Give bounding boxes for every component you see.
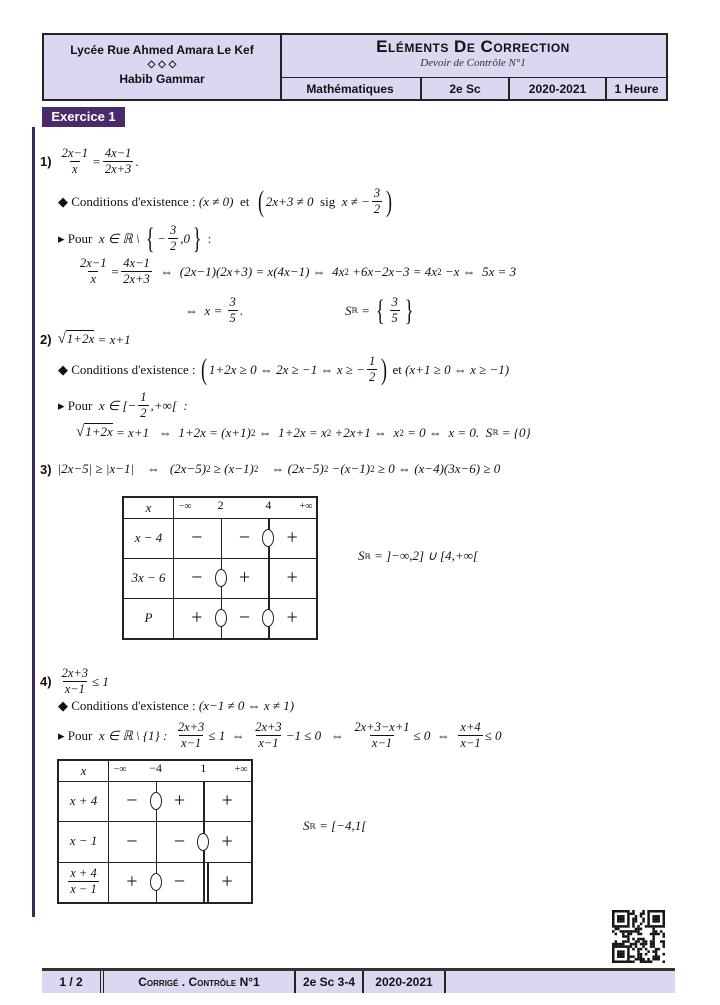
denominator: 2 bbox=[140, 406, 147, 420]
plus-sign: + bbox=[221, 789, 233, 812]
minus-sign: − bbox=[173, 830, 186, 852]
q4-solution bbox=[303, 818, 366, 834]
math-segment: S bbox=[358, 548, 365, 563]
denominator: 5 bbox=[229, 311, 236, 325]
q1-domain bbox=[58, 223, 211, 254]
text-segment: ◆ Conditions d'existence : bbox=[58, 193, 199, 209]
q1-conditions bbox=[58, 186, 394, 217]
text-segment: : bbox=[204, 230, 212, 246]
math-segment: − bbox=[157, 230, 167, 246]
math-segment: x ≠ − bbox=[341, 193, 370, 209]
math-segment: −(x−1) bbox=[328, 461, 371, 476]
plus-sign: + bbox=[191, 606, 203, 629]
minus-sign: − bbox=[191, 566, 203, 589]
radicand: 1+2x bbox=[85, 424, 113, 439]
text-segment: et bbox=[233, 193, 256, 209]
footer-classes: 2e Sc 3-4 bbox=[296, 971, 364, 993]
x-value: +∞ bbox=[234, 764, 248, 775]
exponent: 2 bbox=[370, 464, 375, 474]
numerator: 1 bbox=[368, 354, 376, 368]
math-segment: = bbox=[92, 153, 101, 169]
fraction bbox=[228, 295, 238, 326]
subscript: ℝ bbox=[492, 428, 499, 437]
question-4 bbox=[40, 666, 109, 697]
zero-mark bbox=[262, 529, 274, 547]
question-number: 1) bbox=[40, 154, 52, 169]
minus-sign: − bbox=[238, 526, 251, 549]
header-school-cell bbox=[44, 35, 282, 99]
row-label: x − 1 bbox=[59, 821, 109, 861]
plus-sign: + bbox=[286, 526, 298, 549]
math-segment: = bbox=[110, 263, 120, 279]
math-segment: 2x+3 ≠ 0 bbox=[265, 193, 321, 209]
fraction bbox=[60, 146, 90, 177]
numerator: 2x+3 bbox=[61, 666, 89, 680]
q1-solution bbox=[345, 295, 416, 326]
denominator: x−1 bbox=[64, 682, 85, 696]
zero-mark bbox=[150, 873, 162, 891]
math-segment: = x+1 bbox=[94, 331, 131, 347]
sign-table-q4 bbox=[57, 759, 253, 904]
zero-mark bbox=[150, 792, 162, 810]
numerator: 2x+3−x+1 bbox=[354, 720, 410, 734]
math-segment: ⇔ 1+2x = x bbox=[255, 424, 327, 440]
math-segment: x ∈ ℝ \ bbox=[98, 230, 143, 246]
big-bracket: } bbox=[192, 221, 202, 255]
q2-conditions bbox=[58, 354, 509, 385]
x-value: 2 bbox=[217, 498, 224, 512]
math-segment: = 0 ⇔ x = 0. S bbox=[403, 424, 493, 440]
fraction bbox=[138, 390, 148, 421]
subscript: ℝ bbox=[364, 551, 371, 561]
footer-year: 2020-2021 bbox=[364, 971, 446, 993]
text-segment: . bbox=[239, 302, 244, 318]
math-segment: ⇔ x = bbox=[185, 302, 226, 318]
minus-sign: − bbox=[173, 870, 186, 893]
plus-sign: + bbox=[126, 870, 138, 893]
exponent: 2 bbox=[437, 266, 442, 277]
denominator: x bbox=[72, 162, 78, 176]
math-segment: ≤ 0 ⇔ bbox=[413, 727, 457, 743]
qr-code bbox=[612, 910, 665, 963]
zero-mark bbox=[215, 569, 227, 587]
x-label: x bbox=[59, 761, 109, 781]
math-segment: (x ≠ 0) bbox=[198, 193, 234, 209]
plus-sign: + bbox=[221, 830, 233, 852]
row-label: 3x − 6 bbox=[124, 558, 174, 598]
plus-sign: + bbox=[238, 566, 251, 589]
math-segment: = {0} bbox=[498, 424, 531, 440]
minus-sign: − bbox=[191, 526, 203, 549]
exponent: 2 bbox=[206, 464, 211, 474]
numerator: x + 4 bbox=[70, 866, 97, 881]
big-bracket: ) bbox=[386, 184, 393, 218]
x-label: x bbox=[124, 498, 174, 518]
x-value: 1 bbox=[200, 761, 207, 775]
math-segment: = bbox=[357, 302, 374, 318]
denominator: 2 bbox=[368, 370, 376, 384]
math-segment: −x ⇔ 5x = 3 bbox=[441, 263, 517, 279]
fraction bbox=[253, 720, 283, 751]
math-segment: (x+1 ≥ 0 ⇔ x ≥ −1) bbox=[405, 361, 510, 377]
zero-mark bbox=[215, 609, 227, 627]
big-bracket: { bbox=[145, 221, 155, 255]
numerator: x+4 bbox=[460, 720, 481, 734]
math-segment: x ∈ ℝ \ {1} : bbox=[98, 727, 174, 743]
math-segment: = ]−∞,2] ∪ [4,+∞[ bbox=[370, 548, 478, 563]
document-subtitle: Devoir de Contrôle N°1 bbox=[420, 57, 526, 69]
header-info-row bbox=[280, 77, 666, 99]
zero-mark bbox=[262, 609, 274, 627]
numerator: 2x+3 bbox=[255, 720, 282, 734]
denominator: x−1 bbox=[258, 736, 279, 750]
numerator: 4x−1 bbox=[123, 256, 150, 270]
q1-equation bbox=[76, 256, 516, 287]
fraction bbox=[68, 866, 98, 897]
text-segment: et bbox=[389, 361, 406, 377]
numerator: 2x+3 bbox=[177, 720, 205, 734]
subscript: ℝ bbox=[309, 821, 316, 831]
math-segment: S bbox=[303, 818, 310, 833]
x-value: 4 bbox=[265, 498, 272, 512]
numerator: 2x−1 bbox=[61, 146, 89, 160]
math-segment: −1 ≤ 0 ⇔ bbox=[285, 727, 351, 743]
text-segment: ◆ Conditions d'existence : bbox=[58, 361, 199, 377]
fraction bbox=[458, 720, 482, 751]
numerator: 3 bbox=[391, 295, 398, 309]
q3-solution bbox=[358, 548, 478, 564]
denominator: x − 1 bbox=[70, 882, 97, 897]
ornament: ◇ ◇ ◇ bbox=[147, 59, 177, 70]
denominator: 5 bbox=[391, 311, 398, 325]
math-segment: +2x+1 ⇔ x bbox=[331, 424, 400, 440]
denominator: 2 bbox=[373, 202, 381, 216]
footer-bar bbox=[42, 968, 675, 993]
q4-conditions bbox=[58, 698, 294, 714]
exercise-label: Exercice 1 bbox=[42, 107, 125, 127]
math-segment: x ∈ [− bbox=[98, 397, 137, 413]
fraction bbox=[168, 223, 178, 254]
minus-sign: − bbox=[126, 789, 138, 812]
text-segment: sig bbox=[320, 193, 342, 209]
math-segment: ≥ 0 ⇔ (x−4)(3x−6) ≥ 0 bbox=[374, 461, 501, 476]
fraction bbox=[78, 256, 108, 287]
radical-sign: √ bbox=[57, 331, 66, 347]
duration: 1 Heure bbox=[614, 81, 659, 96]
x-value: −∞ bbox=[178, 501, 192, 512]
school-year: 2020-2021 bbox=[510, 78, 607, 99]
math-segment: (x−1 ≠ 0 ⇔ x ≠ 1) bbox=[198, 698, 295, 713]
fraction bbox=[390, 295, 400, 326]
math-segment: ≤ 1 ⇔ bbox=[208, 727, 252, 743]
q2-equation bbox=[76, 424, 531, 441]
header-title-cell bbox=[280, 35, 666, 99]
math-segment: 1+2x ≥ 0 ⇔ 2x ≥ −1 ⇔ x ≥ − bbox=[208, 361, 365, 377]
exponent: 2 bbox=[344, 266, 349, 277]
denominator: x bbox=[90, 272, 97, 286]
math-segment: = [−4,1[ bbox=[315, 818, 367, 833]
school-name: Lycée Rue Ahmed Amara Le Kef bbox=[70, 43, 254, 57]
question-2 bbox=[40, 331, 131, 348]
fraction bbox=[121, 256, 151, 287]
document-title: Eléments De Correction bbox=[376, 37, 570, 56]
plus-sign: + bbox=[221, 870, 233, 893]
denominator: 2x+3 bbox=[123, 272, 150, 286]
big-bracket: ( bbox=[257, 184, 264, 218]
question-1 bbox=[40, 146, 139, 177]
text-segment: ▸ Pour bbox=[58, 397, 99, 413]
denominator: 2x+3 bbox=[104, 162, 132, 176]
fraction bbox=[60, 666, 90, 697]
square-root bbox=[76, 424, 113, 441]
numerator: 2x−1 bbox=[80, 256, 107, 270]
text-segment: ▸ Pour bbox=[58, 230, 99, 246]
square-root bbox=[58, 331, 95, 348]
plus-sign: + bbox=[286, 566, 298, 589]
question-3 bbox=[40, 461, 500, 477]
exponent: 2 bbox=[323, 464, 329, 474]
denominator: x−1 bbox=[180, 736, 202, 750]
q1-result bbox=[185, 295, 243, 326]
zero-mark bbox=[197, 833, 209, 851]
exponent: 2 bbox=[250, 427, 256, 438]
row-label: P bbox=[124, 598, 174, 638]
math-segment: ≤ 1 bbox=[92, 673, 109, 689]
exponent: 2 bbox=[399, 427, 404, 438]
exponent: 2 bbox=[253, 464, 259, 474]
question-number: 3) bbox=[40, 461, 52, 477]
math-segment: |2x−5| ≥ |x−1| ⇔ (2x−5) bbox=[57, 461, 207, 476]
math-segment: ,0 bbox=[180, 230, 191, 246]
x-value: +∞ bbox=[299, 501, 313, 512]
numerator: 3 bbox=[229, 295, 236, 309]
text-segment: . bbox=[135, 153, 139, 169]
forbidden-value-line bbox=[207, 862, 209, 902]
question-number: 2) bbox=[40, 332, 52, 347]
minus-sign: − bbox=[126, 830, 138, 852]
fraction bbox=[367, 354, 377, 385]
text-segment: ▸ Pour bbox=[58, 727, 99, 743]
big-bracket: ( bbox=[200, 352, 207, 386]
math-segment: = x+1 ⇔ 1+2x = (x+1) bbox=[112, 424, 251, 440]
radical-sign: √ bbox=[76, 424, 85, 440]
big-bracket: { bbox=[376, 293, 385, 327]
denominator: 2 bbox=[170, 239, 177, 253]
q4-domain bbox=[58, 720, 502, 751]
numerator: 3 bbox=[170, 223, 177, 237]
radicand: 1+2x bbox=[66, 331, 95, 346]
fraction bbox=[372, 186, 382, 217]
text-segment: ◆ Conditions d'existence : bbox=[58, 698, 199, 713]
plus-sign: + bbox=[286, 606, 298, 629]
fraction bbox=[103, 146, 133, 177]
denominator: x−1 bbox=[460, 736, 481, 750]
numerator: 3 bbox=[373, 186, 381, 200]
x-value: −∞ bbox=[113, 764, 127, 775]
fraction bbox=[352, 720, 411, 751]
margin-rule bbox=[32, 127, 35, 917]
subject: Mathématiques bbox=[280, 78, 422, 99]
math-segment: ,+∞[ : bbox=[150, 397, 188, 413]
subscript: ℝ bbox=[351, 306, 358, 315]
big-bracket: ) bbox=[381, 352, 388, 386]
minus-sign: − bbox=[238, 606, 251, 629]
math-segment: +6x−2x−3 = 4x bbox=[348, 263, 438, 279]
row-label: x − 4 bbox=[124, 518, 174, 558]
sign-table-q3 bbox=[122, 496, 318, 640]
row-label: x + 4 bbox=[59, 781, 109, 821]
math-segment: ⇔ (2x−5) bbox=[258, 461, 324, 476]
math-segment: ≥ (x−1) bbox=[210, 461, 254, 476]
row-label bbox=[59, 862, 109, 902]
big-bracket: } bbox=[404, 293, 414, 327]
numerator: 4x−1 bbox=[104, 146, 132, 160]
footer-title: Corrigé . Contrôle N°1 bbox=[104, 971, 296, 993]
plus-sign: + bbox=[173, 789, 186, 812]
math-segment: S bbox=[345, 302, 352, 318]
exponent: 2 bbox=[326, 427, 332, 438]
fraction bbox=[176, 720, 206, 751]
numerator: 1 bbox=[140, 390, 147, 404]
x-value: −4 bbox=[149, 761, 163, 775]
q2-domain bbox=[58, 390, 188, 421]
level: 2e Sc bbox=[422, 78, 510, 99]
math-segment: ≤ 0 bbox=[484, 727, 502, 743]
question-number: 4) bbox=[40, 674, 52, 689]
header-box bbox=[42, 33, 668, 101]
math-segment: ⇔ (2x−1)(2x+3) = x(4x−1) ⇔ 4x bbox=[153, 263, 345, 279]
denominator: x−1 bbox=[371, 736, 393, 750]
teacher-name: Habib Gammar bbox=[119, 72, 205, 86]
page-number: 1 / 2 bbox=[42, 971, 104, 993]
